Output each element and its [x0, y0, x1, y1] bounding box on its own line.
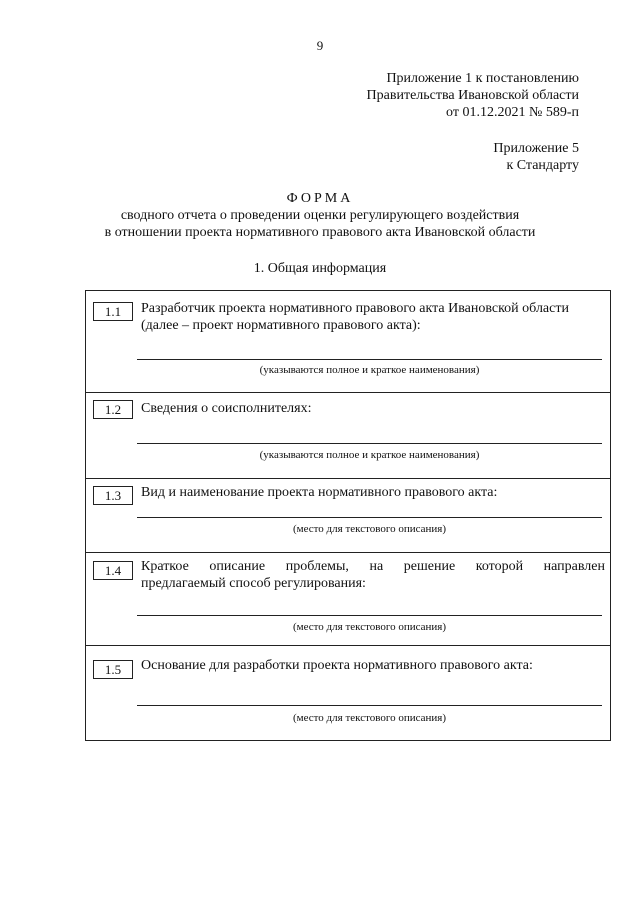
- question-text: [141, 400, 605, 417]
- field-hint: (указываются полное и краткое наименования): [259, 449, 480, 461]
- form-row: [86, 646, 610, 740]
- question-text: [141, 657, 605, 674]
- field-hint: (указываются полное и краткое наименования): [259, 364, 480, 376]
- item-number: 1.5: [93, 660, 133, 679]
- question-text: [141, 484, 605, 501]
- item-number: 1.1: [93, 302, 133, 321]
- form-row: [86, 393, 610, 479]
- question-line: Основание для разработки проекта нормативного правового акта:: [141, 658, 533, 673]
- answer-line[interactable]: [137, 359, 602, 360]
- form-row: [86, 291, 610, 393]
- form-title: ФОРМА: [286, 191, 354, 206]
- item-number: 1.2: [93, 400, 133, 419]
- question-line: Вид и наименование проекта нормативного правового акта:: [141, 485, 498, 500]
- answer-line[interactable]: [137, 443, 602, 444]
- field-hint: (место для текстового описания): [292, 712, 447, 724]
- item-number: 1.4: [93, 561, 133, 580]
- answer-line[interactable]: [137, 517, 602, 518]
- form-heading: [0, 190, 640, 241]
- field-hint: (место для текстового описания): [292, 523, 447, 535]
- question-line: предлагаемый способ регулирования:: [141, 576, 366, 591]
- appendix-5-header: [493, 140, 579, 174]
- appendix-5-line: Приложение 5: [493, 141, 579, 156]
- answer-line[interactable]: [137, 705, 602, 706]
- item-number: 1.3: [93, 486, 133, 505]
- question-line: Разработчик проекта нормативного правового акта Ивановской области: [141, 301, 569, 316]
- section-title: 1. Общая информация: [253, 261, 387, 276]
- appendix-1-line: Приложение 1 к постановлению: [386, 71, 579, 86]
- form-row: [86, 553, 610, 646]
- answer-line[interactable]: [137, 615, 602, 616]
- appendix-5-line: к Стандарту: [506, 158, 579, 173]
- question-text: [141, 300, 605, 334]
- form-row: [86, 479, 610, 553]
- appendix-1-line: Правительства Ивановской области: [366, 88, 579, 103]
- form-subtitle: в отношении проекта нормативного правового акта Ивановской области: [104, 225, 536, 240]
- appendix-1-header: [367, 70, 579, 121]
- question-text: [141, 558, 605, 592]
- question-line: Краткое описание проблемы, на решение которой направлен: [141, 559, 605, 574]
- page-number: 9: [316, 38, 324, 53]
- field-hint: (место для текстового описания): [292, 621, 447, 633]
- question-line: (далее – проект нормативного правового акта):: [141, 318, 421, 333]
- appendix-1-line: от 01.12.2021 № 589-п: [446, 105, 579, 120]
- question-line: Сведения о соисполнителях:: [141, 401, 312, 416]
- general-info-table: [85, 290, 611, 741]
- form-subtitle: сводного отчета о проведении оценки регулирующего воздействия: [120, 208, 520, 223]
